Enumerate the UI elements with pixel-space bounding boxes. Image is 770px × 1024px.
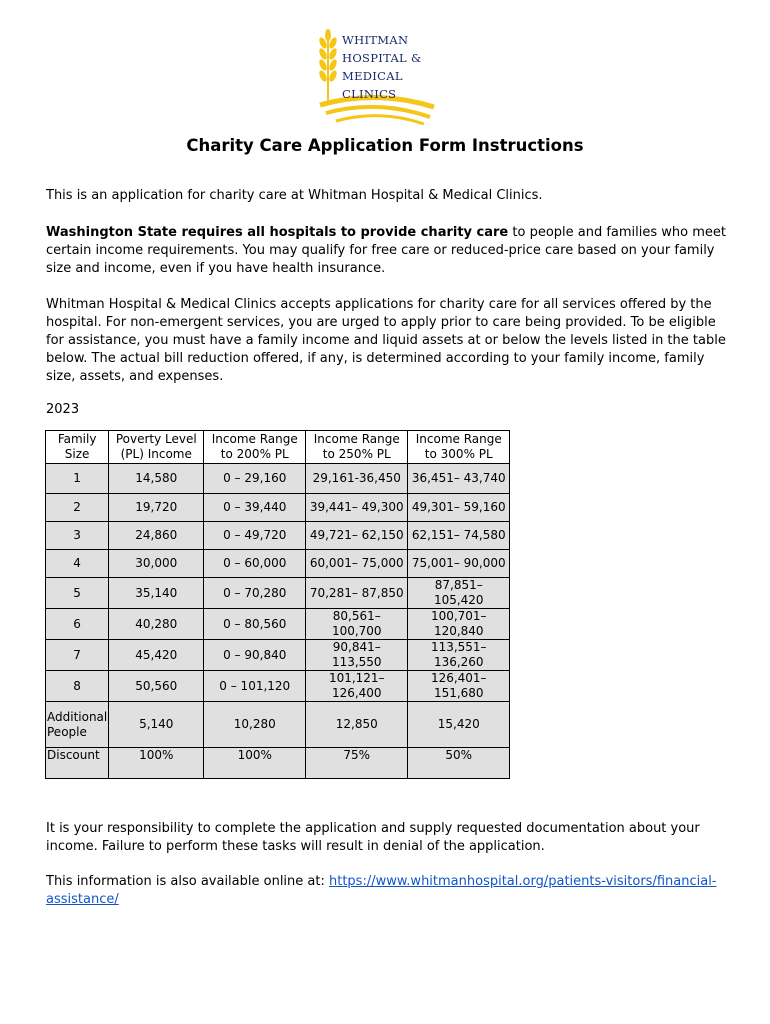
table-cell: 5,140	[109, 702, 204, 748]
table-cell: 100%	[109, 748, 204, 779]
table-cell: Discount	[46, 748, 109, 779]
table-row	[46, 522, 510, 550]
table-cell: 75,001– 90,000	[408, 550, 510, 578]
header-250-pct: Income Range to 250% PL	[306, 431, 408, 464]
table-cell: 36,451– 43,740	[408, 464, 510, 494]
table-cell: 70,281– 87,850	[306, 578, 408, 609]
table-cell: 3	[46, 522, 109, 550]
table-cell: 24,860	[109, 522, 204, 550]
table-cell: 4	[46, 550, 109, 578]
table-cell: 0 – 80,560	[204, 609, 306, 640]
table-cell: 30,000	[109, 550, 204, 578]
intro-paragraph: This is an application for charity care at Whitman Hospital & Medical Clinics.	[46, 188, 543, 203]
table-cell: 2	[46, 494, 109, 522]
table-cell: 60,001– 75,000	[306, 550, 408, 578]
table-row	[46, 550, 510, 578]
table-cell: 14,580	[109, 464, 204, 494]
page-title: Charity Care Application Form Instructions	[186, 136, 584, 155]
table-cell: 0 – 90,840	[204, 640, 306, 671]
table-header-row	[46, 431, 510, 464]
table-cell: 0 – 101,120	[204, 671, 306, 702]
table-cell: 90,841– 113,550	[306, 640, 408, 671]
online-info-paragraph	[46, 873, 736, 909]
logo-line-3: MEDICAL	[342, 69, 403, 83]
online-info-text: This information is also available online at:	[46, 874, 329, 889]
table-row	[46, 748, 510, 779]
table-cell: 0 – 70,280	[204, 578, 306, 609]
table-cell: 126,401– 151,680	[408, 671, 510, 702]
table-cell: 45,420	[109, 640, 204, 671]
table-cell: 29,161-36,450	[306, 464, 408, 494]
responsibility-paragraph: It is your responsibility to complete the application and supply requested documentation about your income. Failure to perform these tasks will result in denial of the application.	[46, 821, 700, 854]
table-cell: 49,721– 62,150	[306, 522, 408, 550]
table-cell: 0 – 29,160	[204, 464, 306, 494]
table-row	[46, 702, 510, 748]
header-300-pct: Income Range to 300% PL	[408, 431, 510, 464]
table-cell: 35,140	[109, 578, 204, 609]
logo-line-1: WHITMAN	[342, 33, 409, 47]
table-cell: 5	[46, 578, 109, 609]
eligibility-paragraph: Whitman Hospital & Medical Clinics accepts applications for charity care for all services offered by the hospital. For non-emergent services, you are urged to apply prior to care being provided. To be eligible for assistance, you must have a family income and liquid assets at or below the levels listed in the table below. The actual bill reduction offered, if any, is determined according to your family income, family size, assets, and expenses.	[46, 297, 726, 384]
state-requirement-paragraph	[46, 224, 736, 278]
financial-assistance-link[interactable]: https://www.whitmanhospital.org/patients-visitors/financial-assistance/	[46, 874, 717, 907]
table-cell: 87,851– 105,420	[408, 578, 510, 609]
table-cell: 19,720	[109, 494, 204, 522]
table-cell: 39,441– 49,300	[306, 494, 408, 522]
table-cell: 8	[46, 671, 109, 702]
table-cell: 101,121– 126,400	[306, 671, 408, 702]
table-cell: 100,701– 120,840	[408, 609, 510, 640]
table-cell: 0 – 60,000	[204, 550, 306, 578]
table-cell: 50%	[408, 748, 510, 779]
income-eligibility-table	[45, 430, 510, 779]
table-cell: 100%	[204, 748, 306, 779]
table-cell: 6	[46, 609, 109, 640]
table-cell: 40,280	[109, 609, 204, 640]
table-cell: 75%	[306, 748, 408, 779]
table-cell: 1	[46, 464, 109, 494]
logo-line-2: HOSPITAL &	[342, 51, 422, 65]
table-cell: 113,551– 136,260	[408, 640, 510, 671]
header-200-pct: Income Range to 200% PL	[204, 431, 306, 464]
table-row	[46, 671, 510, 702]
table-row	[46, 464, 510, 494]
table-cell: 49,301– 59,160	[408, 494, 510, 522]
table-year: 2023	[46, 402, 80, 417]
table-cell: 0 – 49,720	[204, 522, 306, 550]
logo-text	[342, 31, 422, 103]
table-cell: 50,560	[109, 671, 204, 702]
logo-line-4: CLINICS	[342, 87, 397, 101]
header-poverty-level: Poverty Level (PL) Income	[109, 431, 204, 464]
table-cell: 62,151– 74,580	[408, 522, 510, 550]
header-family-size: Family Size	[46, 431, 109, 464]
state-requirement-bold: Washington State requires all hospitals to provide charity care	[46, 225, 509, 240]
table-cell: 15,420	[408, 702, 510, 748]
table-cell: 12,850	[306, 702, 408, 748]
table-row	[46, 494, 510, 522]
table-cell: Additional People	[46, 702, 109, 748]
hospital-logo	[316, 27, 446, 125]
table-row	[46, 640, 510, 671]
state-requirement-rest: to people and families who meet certain income requirements. You may qualify for free care or reduced-price care based on your family size and income, even if you have health insurance.	[46, 225, 727, 276]
table-row	[46, 609, 510, 640]
table-cell: 80,561– 100,700	[306, 609, 408, 640]
table-cell: 10,280	[204, 702, 306, 748]
table-cell: 7	[46, 640, 109, 671]
table-cell: 0 – 39,440	[204, 494, 306, 522]
table-row	[46, 578, 510, 609]
